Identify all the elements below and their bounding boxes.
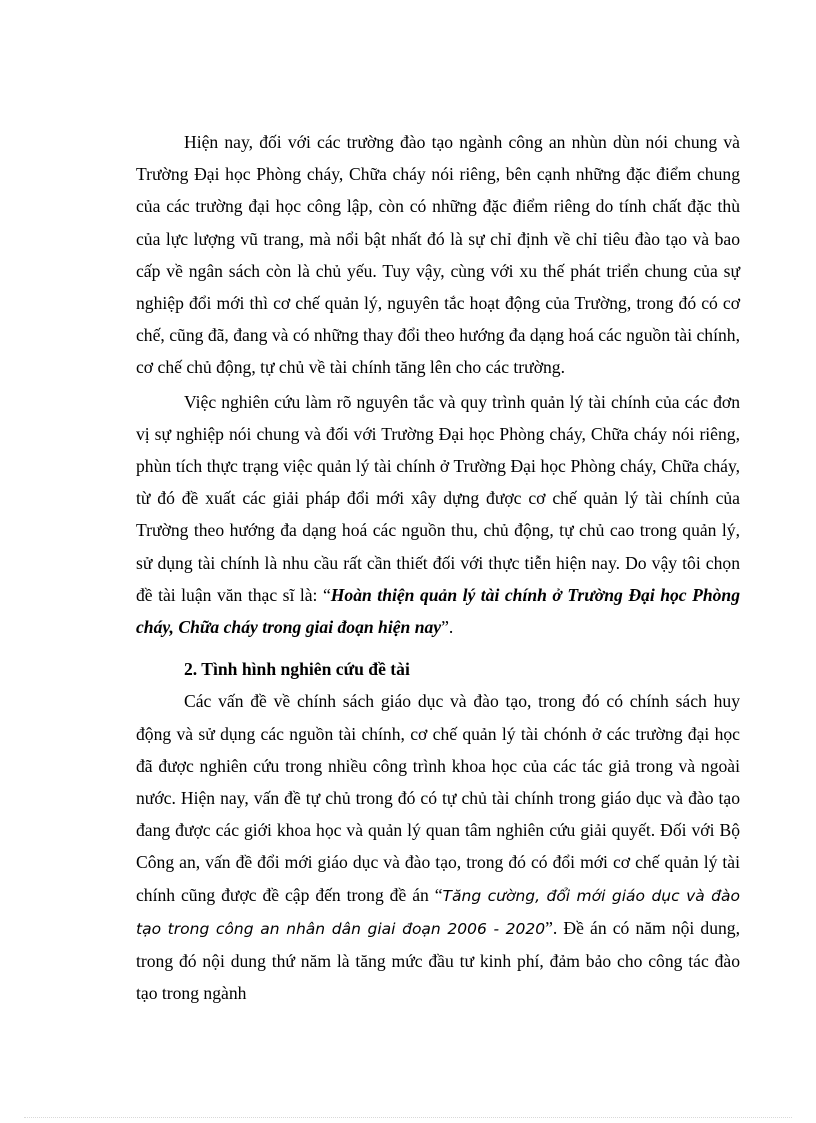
page-bottom-rule — [24, 1117, 792, 1118]
paragraph-2 — [136, 386, 740, 644]
section-heading: 2. Tình hình nghiên cứu đề tài — [184, 659, 410, 680]
paragraph-2-text-after: ”. — [441, 617, 454, 638]
paragraph-1 — [136, 126, 740, 384]
paragraph-3-text-before: Các vấn đề về chính sách giáo dục và đào tạo, trong đó có chính sách huy động và sử dụng các nguồn tài chính, cơ chế quản lý tài chónh ở các trường đại học đã được nghiên cứu trong nhiều công trình khoa học của các tác giả trong và ngoài nước. Hiện nay, vấn đề tự chủ trong đó có tự chủ tài chính trong giáo dục và đào tạo đang được các giới khoa học và quản lý quan tâm nghiên cứu giải quyết. Đối với Bộ Công an, vấn đề đổi mới giáo dục và đào tạo, trong đó có đổi mới cơ chế quản lý tài chính cũng được đề cập đến trong đề án “ — [136, 691, 740, 905]
paragraph-1-text: Hiện nay, đối với các trường đào tạo ngành công an nhùn dùn nói chung và Trường Đại học Phòng cháy, Chữa cháy nói riêng, bên cạnh những đặc điểm chung của các trường đại học công lập, còn có những đặc điểm riêng do tính chất đặc thù của lực lượng vũ trang, mà nổi bật nhất đó là sự chỉ định về chỉ tiêu đào tạo và bao cấp về ngân sách còn là chủ yếu. Tuy vậy, cùng với xu thế phát triển chung của sự nghiệp đổi mới thì cơ chế quản lý, nguyên tắc hoạt động của Trường, trong đó có cơ chế, cũng đã, đang và có những thay đổi theo hướng đa dạng hoá các nguồn tài chính, cơ chế chủ động, tự chủ về tài chính tăng lên cho các trường. — [136, 132, 740, 378]
document-page — [136, 126, 740, 1009]
paragraph-3-text-after: ”. Đề án có năm nội dung, trong đó nội dung thứ năm là tăng mức đầu tư kinh phí, đảm bảo cho công tác đào tạo trong ngành — [136, 917, 741, 1004]
paragraph-2-text-before: Việc nghiên cứu làm rõ nguyên tắc và quy trình quản lý tài chính của các đơn vị sự nghiệp nói chung và đối với Trường Đại học Phòng cháy, Chữa cháy nói riêng, phùn tích thực trạng việc quản lý tài chính ở Trường Đại học Phòng cháy, Chữa cháy, từ đó đề xuất các giải pháp đổi mới xây dựng được cơ chế quản lý tài chính của Trường theo hướng đa dạng hoá các nguồn thu, chủ động, tự chủ cao trong quản lý, sử dụng tài chính là nhu cầu rất cần thiết đối với thực tiễn hiện nay. Do vậy tôi chọn đề tài luận văn thạc sĩ là: “ — [136, 391, 740, 605]
paragraph-3 — [136, 685, 740, 1009]
thesis-title: Hoàn thiện quản lý tài chính ở Trường Đại học Phòng cháy, Chữa cháy trong giai đoạn hiện nay — [136, 584, 740, 638]
project-title: Tăng cường, đổi mới giáo dục và đào tạo trong công an nhân dân giai đoạn 2006 - 2020 — [136, 886, 741, 938]
